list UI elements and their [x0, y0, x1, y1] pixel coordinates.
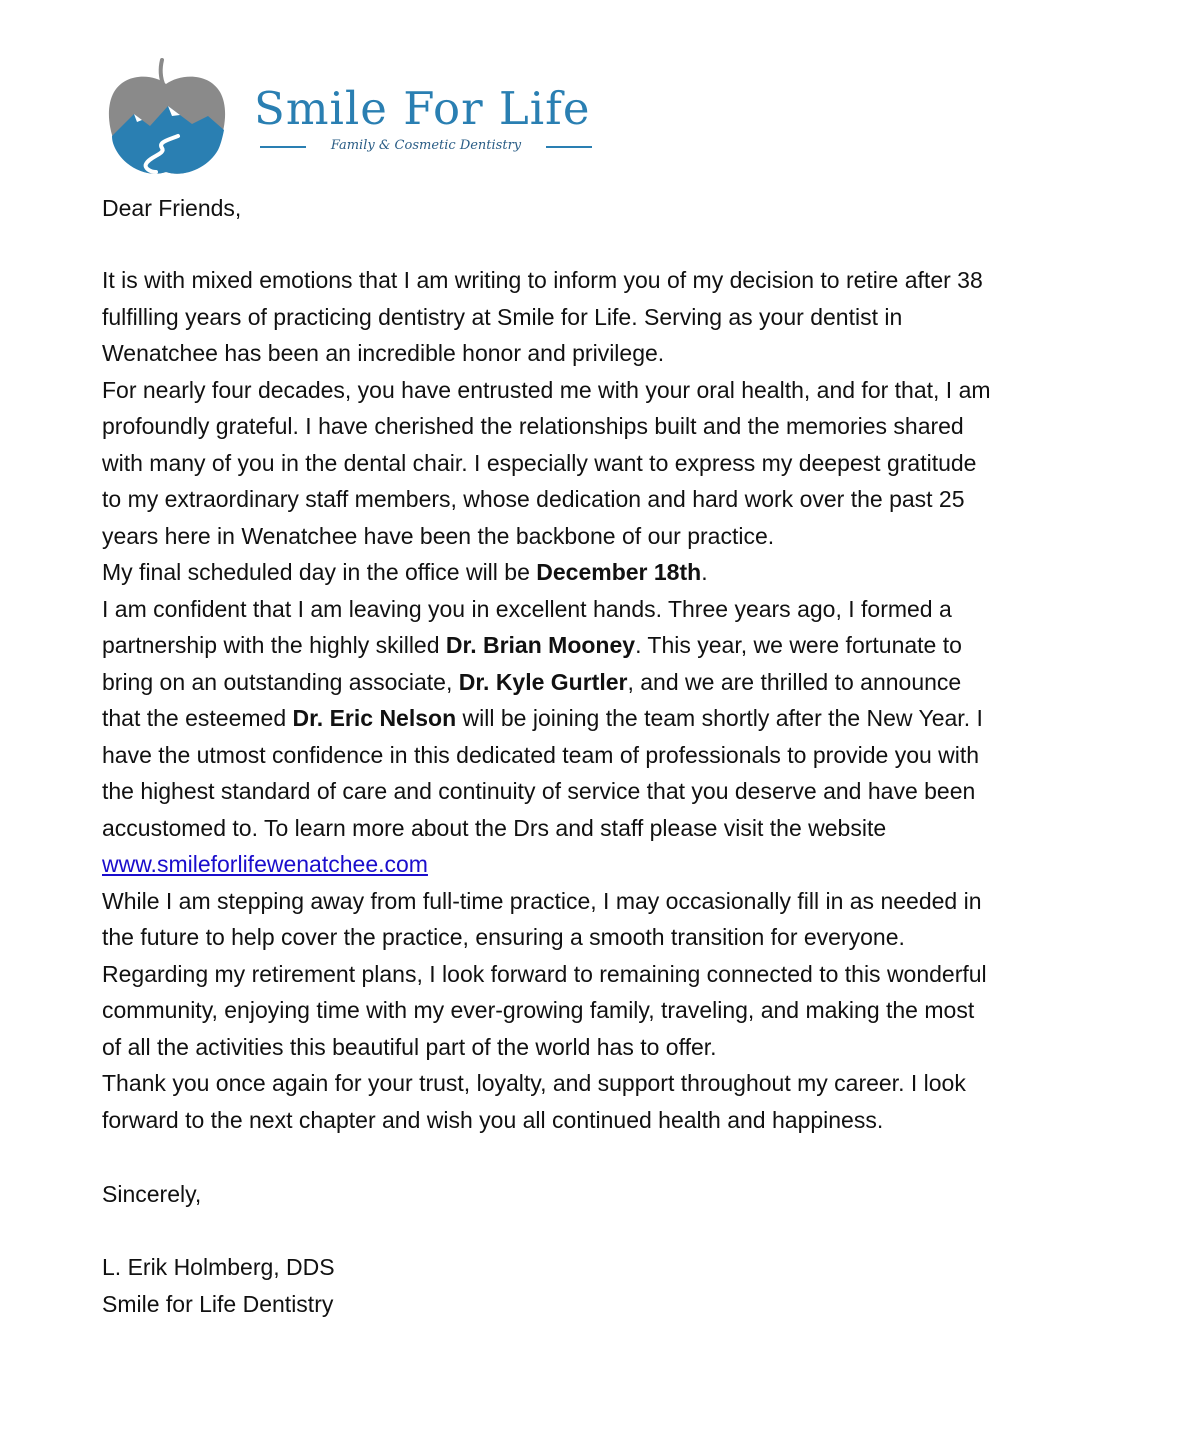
- salutation-text: Dear Friends,: [102, 195, 242, 221]
- paragraph-transition-line-2: the future to help cover the practice, ensuring a smooth transition for everyone.: [102, 924, 905, 950]
- paragraph-gratitude-line-4: to my extraordinary staff members, whose dedication and hard work over the past 25: [102, 486, 965, 512]
- team-line-3-text: bring on an outstanding associate,: [102, 668, 459, 695]
- paragraph-team-line-2: [102, 627, 991, 664]
- paragraph-gratitude-line-1: For nearly four decades, you have entrusted me with your oral health, and for that, I am: [102, 376, 991, 403]
- website-link[interactable]: www.smileforlifewenatchee.com: [102, 851, 428, 877]
- team-line-2-rest: . This year, we were fortunate to: [635, 632, 962, 658]
- team-line-3-rest: , and we are thrilled to announce: [627, 668, 962, 695]
- closing-text: Sincerely,: [102, 1181, 202, 1207]
- doctor-name-nelson: Dr. Eric Nelson: [292, 705, 457, 731]
- letter-body: [102, 262, 991, 1138]
- paragraph-retirement-line-3: Wenatchee has been an incredible honor and privilege.: [102, 340, 665, 366]
- paragraph-transition-line-1: While I am stepping away from full-time practice, I may occasionally fill in as needed in: [102, 887, 982, 914]
- final-day-period: .: [701, 559, 708, 585]
- signature-block: [102, 1249, 335, 1322]
- team-line-4-rest: will be joining the team shortly after the New Year. I: [456, 705, 983, 731]
- paragraph-team-line-1: I am confident that I am leaving you in excellent hands. Three years ago, I formed a: [102, 595, 952, 622]
- tagline-rule-left: [260, 146, 306, 148]
- tagline-rule-right: [546, 146, 592, 148]
- website-link-line: [102, 846, 991, 883]
- paragraph-gratitude-line-5: years here in Wenatchee have been the backbone of our practice.: [102, 522, 775, 549]
- paragraph-team-line-3: [102, 664, 991, 701]
- paragraph-gratitude-line-2: profoundly grateful. I have cherished the relationships built and the memories shared: [102, 413, 964, 439]
- closing: [102, 1176, 201, 1213]
- final-day-date: December 18th: [536, 559, 702, 585]
- logo-tagline-group: [260, 136, 592, 156]
- paragraph-plans-line-3: of all the activities this beautiful part of the world has to offer.: [102, 1033, 717, 1060]
- team-line-2-text: partnership with the highly skilled: [102, 632, 446, 658]
- team-line-4-text: that the esteemed: [102, 705, 293, 731]
- paragraph-plans-line-2: community, enjoying time with my ever-growing family, traveling, and making the most: [102, 997, 975, 1023]
- signature-practice: Smile for Life Dentistry: [102, 1290, 334, 1317]
- paragraph-final-day: [102, 554, 991, 591]
- paragraph-gratitude-line-3: with many of you in the dental chair. I especially want to express my deepest gratitude: [102, 449, 977, 476]
- doctor-name-gurtler: Dr. Kyle Gurtler: [458, 668, 628, 695]
- paragraph-thanks-line-1: Thank you once again for your trust, loyalty, and support throughout my career. I look: [102, 1070, 966, 1096]
- salutation: [102, 190, 241, 227]
- final-day-text: My final scheduled day in the office will be: [102, 559, 537, 585]
- paragraph-plans-line-1: Regarding my retirement plans, I look forward to remaining connected to this wonderful: [102, 960, 987, 987]
- apple-mountain-river-icon: [104, 56, 232, 180]
- paragraph-team-line-4: [102, 700, 991, 737]
- practice-logo: [104, 56, 604, 180]
- logo-name: Smile For Life: [254, 82, 591, 135]
- logo-tagline: Family & Cosmetic Dentistry: [330, 138, 522, 153]
- paragraph-retirement-line-1: It is with mixed emotions that I am writing to inform you of my decision to retire after 38: [102, 267, 983, 293]
- paragraph-team-line-7: accustomed to. To learn more about the Drs and staff please visit the website: [102, 814, 887, 841]
- signature-name: L. Erik Holmberg, DDS: [102, 1254, 335, 1280]
- paragraph-retirement-line-2: fulfilling years of practicing dentistry at Smile for Life. Serving as your dentist in: [102, 303, 903, 330]
- doctor-name-mooney: Dr. Brian Mooney: [445, 632, 636, 658]
- paragraph-thanks-line-2: forward to the next chapter and wish you all continued health and happiness.: [102, 1106, 884, 1133]
- paragraph-team-line-6: the highest standard of care and continuity of service that you deserve and have been: [102, 778, 976, 804]
- paragraph-team-line-5: have the utmost confidence in this dedicated team of professionals to provide you with: [102, 741, 980, 768]
